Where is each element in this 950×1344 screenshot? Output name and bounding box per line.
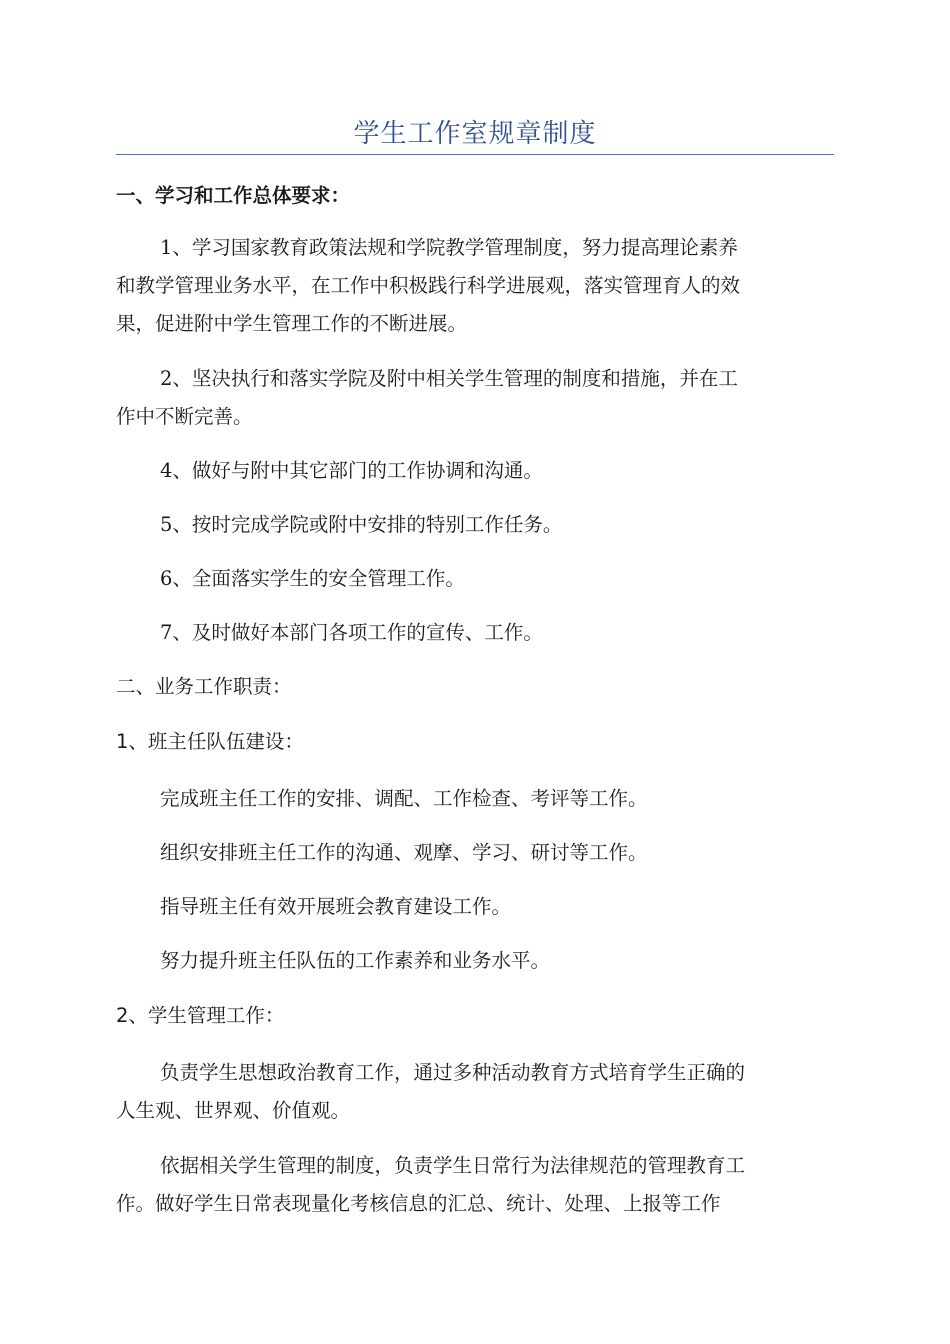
paragraph-line: 1、学习国家教育政策法规和学院教学管理制度，努力提高理论素养 bbox=[160, 236, 738, 259]
subsection1-heading: 1、班主任队伍建设： bbox=[116, 730, 304, 753]
paragraph-line: 作中不断完善。 bbox=[116, 405, 253, 428]
list-item: 努力提升班主任队伍的工作素养和业务水平。 bbox=[160, 949, 551, 972]
paragraph-line: 负责学生思想政治教育工作，通过多种活动教育方式培育学生正确的 bbox=[160, 1061, 746, 1084]
paragraph-line: 5、按时完成学院或附中安排的特别工作任务。 bbox=[160, 513, 563, 536]
paragraph-line: 2、坚决执行和落实学院及附中相关学生管理的制度和措施，并在工 bbox=[160, 367, 738, 390]
paragraph-line: 果，促进附中学生管理工作的不断进展。 bbox=[116, 312, 468, 335]
list-item: 指导班主任有效开展班会教育建设工作。 bbox=[160, 895, 512, 918]
paragraph-line: 作。做好学生日常表现量化考核信息的汇总、统计、处理、上报等工作 bbox=[116, 1192, 721, 1215]
title-underline bbox=[116, 154, 834, 155]
section1-heading: 一、学习和工作总体要求： bbox=[116, 184, 351, 207]
section2-heading: 二、业务工作职责： bbox=[116, 675, 292, 698]
subsection2-heading: 2、学生管理工作： bbox=[116, 1004, 285, 1027]
list-item: 完成班主任工作的安排、调配、工作检查、考评等工作。 bbox=[160, 787, 648, 810]
paragraph-line: 7、及时做好本部门各项工作的宣传、工作。 bbox=[160, 621, 543, 644]
paragraph-line: 人生观、世界观、价值观。 bbox=[116, 1099, 351, 1122]
paragraph-line: 4、做好与附中其它部门的工作协调和沟通。 bbox=[160, 459, 543, 482]
list-item: 组织安排班主任工作的沟通、观摩、学习、研讨等工作。 bbox=[160, 841, 648, 864]
paragraph-line: 和教学管理业务水平，在工作中积极践行科学进展观，落实管理育人的效 bbox=[116, 274, 741, 297]
document-title: 学生工作室规章制度 bbox=[353, 119, 597, 149]
paragraph-line: 依据相关学生管理的制度，负责学生日常行为法律规范的管理教育工 bbox=[160, 1154, 746, 1177]
paragraph-line: 6、全面落实学生的安全管理工作。 bbox=[160, 567, 465, 590]
